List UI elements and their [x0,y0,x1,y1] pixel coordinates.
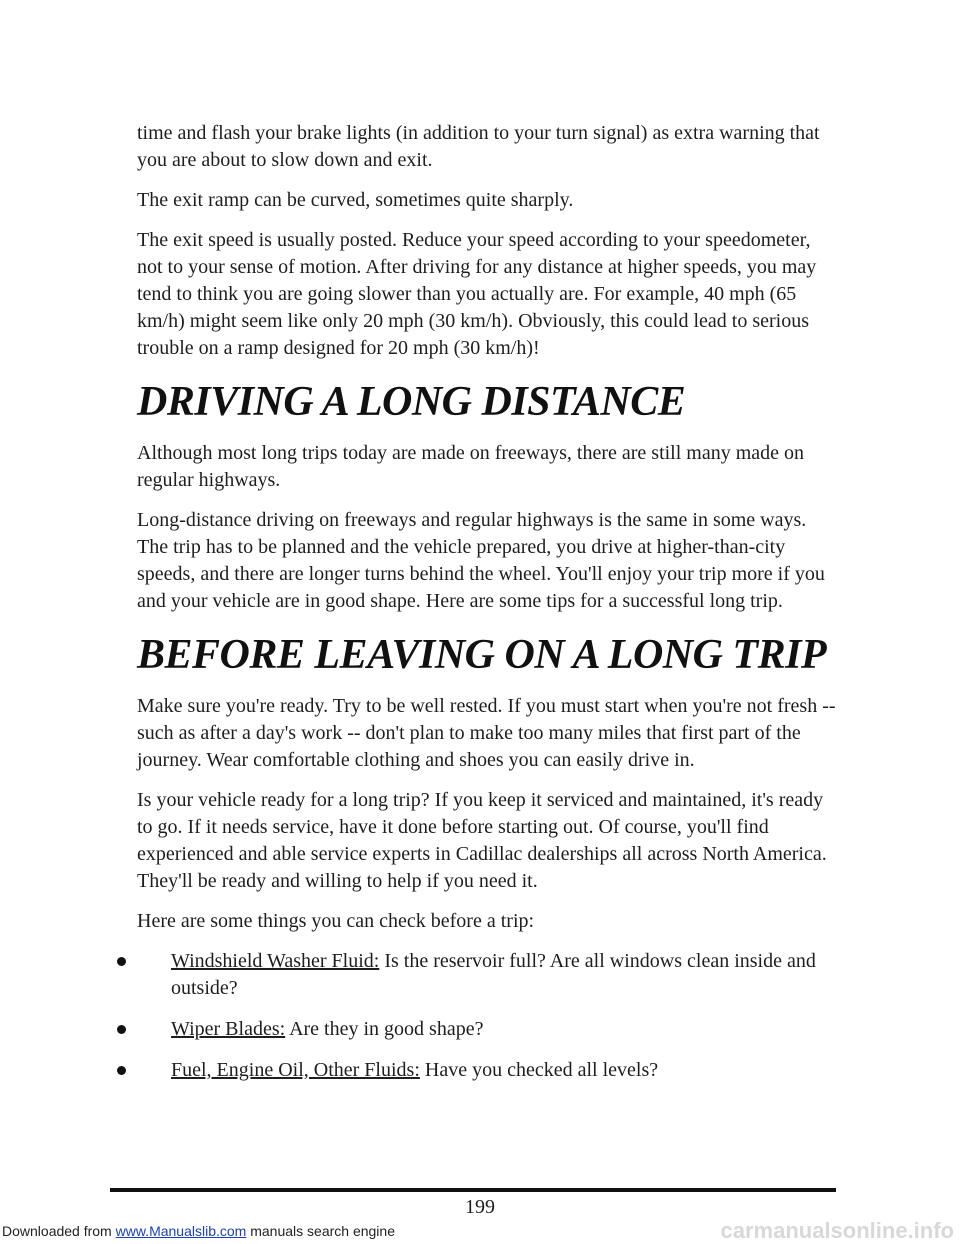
footer-prefix: Downloaded from [2,1223,116,1239]
body-paragraph: Although most long trips today are made on freeways, there are still many made on regular highways. [137,442,805,491]
body-paragraph: The exit ramp can be curved, sometimes quite sharply. [137,189,574,211]
checklist-term: Wiper Blades: [171,1018,286,1040]
body-paragraph: Make sure you're ready. Try to be well rested. If you must start when you're not fresh -- such as after a day's work -- don't plan to make too many miles that first part of the journey. Wear comfortable clothing and shoes you can easily drive in. [137,695,836,771]
footer-rule [110,1188,836,1192]
page-number: 199 [465,1196,495,1218]
body-paragraph: Here are some things you can check before a trip: [137,910,535,932]
page-content [137,120,837,1098]
footer-suffix: manuals search engine [246,1223,395,1239]
bullet-icon [117,957,126,966]
checklist-text: Are they in good shape? [285,1018,484,1040]
bullet-icon [117,1066,126,1075]
body-paragraph: Long-distance driving on freeways and regular highways is the same in some ways. The trip has to be planned and the vehicle prepared, you drive at higher-than-city speeds, and there are longer turns behind the wheel. You'll enjoy your trip more if you and your vehicle are in good shape. Here are some tips for a successful long trip. [137,509,825,612]
manualslib-link[interactable]: www.Manualslib.com [115,1223,247,1239]
body-paragraph: The exit speed is usually posted. Reduce your speed according to your speedometer, not to your sense of motion. After driving for any distance at higher speeds, you may tend to think you are going slower than you actually are. For example, 40 mph (65 km/h) might seem like only 20 mph (30 km/h). Obviously, this could lead to serious trouble on a ramp designed for 20 mph (30 km/h)! [137,229,817,359]
checklist-item [137,1057,837,1084]
checklist-term: Windshield Washer Fluid: [171,950,380,972]
checklist-text: Have you checked all levels? [419,1059,659,1081]
bullet-icon [117,1025,126,1034]
checklist-term: Fuel, Engine Oil, Other Fluids: [171,1059,420,1081]
section-heading-long-distance: DRIVING A LONG DISTANCE [137,379,686,425]
checklist-text: Is the reservoir full? Are all windows clean inside and outside? [171,950,816,999]
checklist [137,948,837,1084]
body-paragraph: time and flash your brake lights (in addition to your turn signal) as extra warning that you are about to slow down and exit. [137,122,820,171]
checklist-item [137,1016,837,1043]
section-heading-before-trip: BEFORE LEAVING ON A LONG TRIP [137,632,827,678]
checklist-item [137,948,837,1002]
body-paragraph: Is your vehicle ready for a long trip? If you keep it serviced and maintained, it's ready to go. If it needs service, have it done before starting out. Of course, you'll find experienced and able service experts in Cadillac dealerships all across North America. They'll be ready and willing to help if you need it. [137,789,827,892]
watermark: carmanualsonline.info [720,1218,954,1243]
download-footer [2,1222,395,1240]
